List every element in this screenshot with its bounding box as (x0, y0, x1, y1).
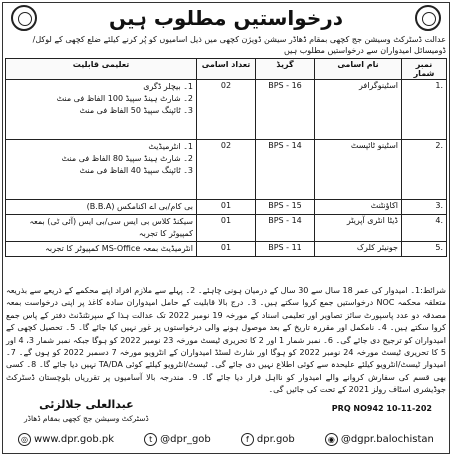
page-title: درخواستیں مطلوب ہیں (108, 6, 344, 30)
footer-twitter[interactable] (144, 433, 211, 446)
qualification-line: 2۔ شارٹ ہینڈ سپیڈ 80 الفاظ فی منٹ (61, 154, 193, 163)
signatory-name: عبدالعلی جلالزئی (39, 398, 134, 411)
header-serial: نمبر شمار (402, 59, 447, 80)
signatory-designation: ڈسٹرکٹ وسیشن جج کچھی بمقام ڈھاڈر (24, 414, 149, 423)
grade-cell: BPS - 11 (256, 242, 315, 257)
globe-icon: ◎ (18, 433, 31, 446)
court-emblem-icon (415, 5, 441, 31)
post-cell: جونیئر کلرک (315, 242, 402, 257)
count-cell: 02 (197, 80, 256, 140)
table-row (6, 80, 447, 140)
count-cell: 01 (197, 242, 256, 257)
twitter-icon: t (144, 433, 157, 446)
post-cell: ڈیٹا انٹری آپریٹر (315, 215, 402, 242)
footer (3, 427, 449, 451)
grade-cell: BPS - 15 (256, 200, 315, 215)
count-cell: 01 (197, 215, 256, 242)
table-row (6, 140, 447, 200)
reference-number: PRQ NO942 10-11-202 (331, 404, 432, 413)
table-header-row (6, 59, 447, 80)
count-cell: 01 (197, 200, 256, 215)
header (3, 3, 449, 33)
grade-cell: BPS - 14 (256, 140, 315, 200)
header-qualification: تعلیمی قابلیت (6, 59, 197, 80)
footer-website-text: www.dpr.gob.pk (34, 433, 115, 445)
serial-cell: .3 (402, 200, 447, 215)
count-cell: 02 (197, 140, 256, 200)
qualification-line: 2۔ شارٹ ہینڈ سپیڈ 100 الفاظ فی منٹ (56, 94, 193, 103)
qualification-line: 3۔ ٹائپنگ سپیڈ 40 الفاظ فی منٹ (79, 166, 193, 175)
grade-cell: BPS - 14 (256, 215, 315, 242)
conditions-text: شرائط:1۔ امیدوار کی عمر 18 سال سے 30 سال کے درمیان ہونی چاہئے۔ 2۔ پہلے سے ملازم افراد اپنے محکمے کے ذریعے سے بذریعہ متعلقہ محکمہ NOC درخواستیں جمع کروا سکتے ہیں۔ 3۔ درج بالا قابلیت کے حامل امیدواران سادہ کاغذ پر اپنی درخواست بمعہ مصدقہ دو عدد پاسپورٹ سائز تصاویر اور تعلیمی اسناد کے مورخہ 19 نومبر 2022 تک عدالت ہذا کے سپرنٹنڈنٹ دفتر کے پاس جمع کروا سکتے ہیں۔ 4۔ نامکمل اور مقررہ تاریخ کے بعد موصول ہونے والی درخواستوں پر غور نہیں کیا جائے گا۔ 5۔ تحصیل کچھی کے امیدواران کو ترجیح دی جائے گی۔ 6۔ نمبر شمار 1 اور 2 کا تحریری ٹیسٹ مورخہ 23 نومبر 2022 کو ہوگا جبکہ نمبر شمار 3، 4 اور 5 کا تحریری ٹیسٹ مورخہ 24 نومبر 2022 کو ہوگا اور شارٹ لسٹڈ امیدواران کے انٹرویو مورخہ 7 دسمبر 2022 کو ہوں گے۔ 7۔ امیدوار ٹیسٹ/انٹرویو کیلئے علیحدہ سے کوئی اطلاع نہیں دی جائے گی۔ ٹیسٹ/انٹرویو کیلئے کوئی TA/DA نہیں دیا جائے گا۔ 8۔ کسی بھی قسم کی سفارش کروانے والے امیدوار کو نااہل قرار دیا جائے گا۔ 9۔ مندرجہ بالا آسامیوں پر تقرریاں بلوچستان ڈسٹرکٹ جوڈیشری اسٹاف رولز 2021 کے تحت کی جائیں گی۔ (6, 286, 447, 395)
post-cell: اکاؤنٹنٹ (315, 200, 402, 215)
table-row (6, 242, 447, 257)
qualification-line: 1۔ بیچلر ڈگری (143, 82, 193, 91)
post-cell: اسٹینو ٹائپسٹ (315, 140, 402, 200)
header-count: تعداد اسامی (197, 59, 256, 80)
post-cell: اسٹینوگرافر (315, 80, 402, 140)
table-row (6, 215, 447, 242)
footer-website[interactable] (18, 433, 114, 446)
qualification-cell: انٹرمیڈیٹ بمعہ MS-Office کمپیوٹر کا تجربہ (6, 242, 197, 257)
footer-facebook[interactable] (241, 433, 295, 446)
header-post: نام اسامی (315, 59, 402, 80)
instagram-icon: ◉ (325, 433, 338, 446)
signature-block (24, 398, 149, 423)
qualification-cell: سیکنڈ کلاس بی ایس سی/بی ایس (آئی ٹی) بمعہ کمپیوٹر کا تجربہ (6, 215, 197, 242)
serial-cell: .4 (402, 215, 447, 242)
facebook-icon: f (241, 433, 254, 446)
vacancies-table (5, 58, 447, 257)
table-row (6, 200, 447, 215)
grade-cell: BPS - 16 (256, 80, 315, 140)
intro-text: عدالت ڈسٹرکٹ وسیشن جج کچھی بمقام ڈھاڈر سیشن ڈویژن کچھی میں ذیل اسامیوں کو پُر کرنے کیلئے ضلع کچھی کے لوکل/ڈومیسائل امیدواران سے درخواستیں مطلوب ہیں (32, 35, 446, 55)
footer-facebook-text: dpr.gob (256, 433, 295, 445)
serial-cell: .2 (402, 140, 447, 200)
qualification-cell: بی کام/بی اے اکنامکس (B.B.A) (6, 200, 197, 215)
qualification-line: 1۔ انٹرمیڈیٹ (148, 142, 193, 151)
qualification-line: 3۔ ٹائپنگ سپیڈ 50 الفاظ فی منٹ (79, 106, 193, 115)
footer-twitter-text: @dpr_gob (160, 433, 211, 445)
serial-cell: .1 (402, 80, 447, 140)
qualification-cell (6, 140, 197, 200)
footer-instagram-text: @dgpr.balochistan (340, 433, 434, 445)
serial-cell: .5 (402, 242, 447, 257)
header-grade: گریڈ (256, 59, 315, 80)
footer-instagram[interactable] (325, 433, 434, 446)
qualification-cell (6, 80, 197, 140)
